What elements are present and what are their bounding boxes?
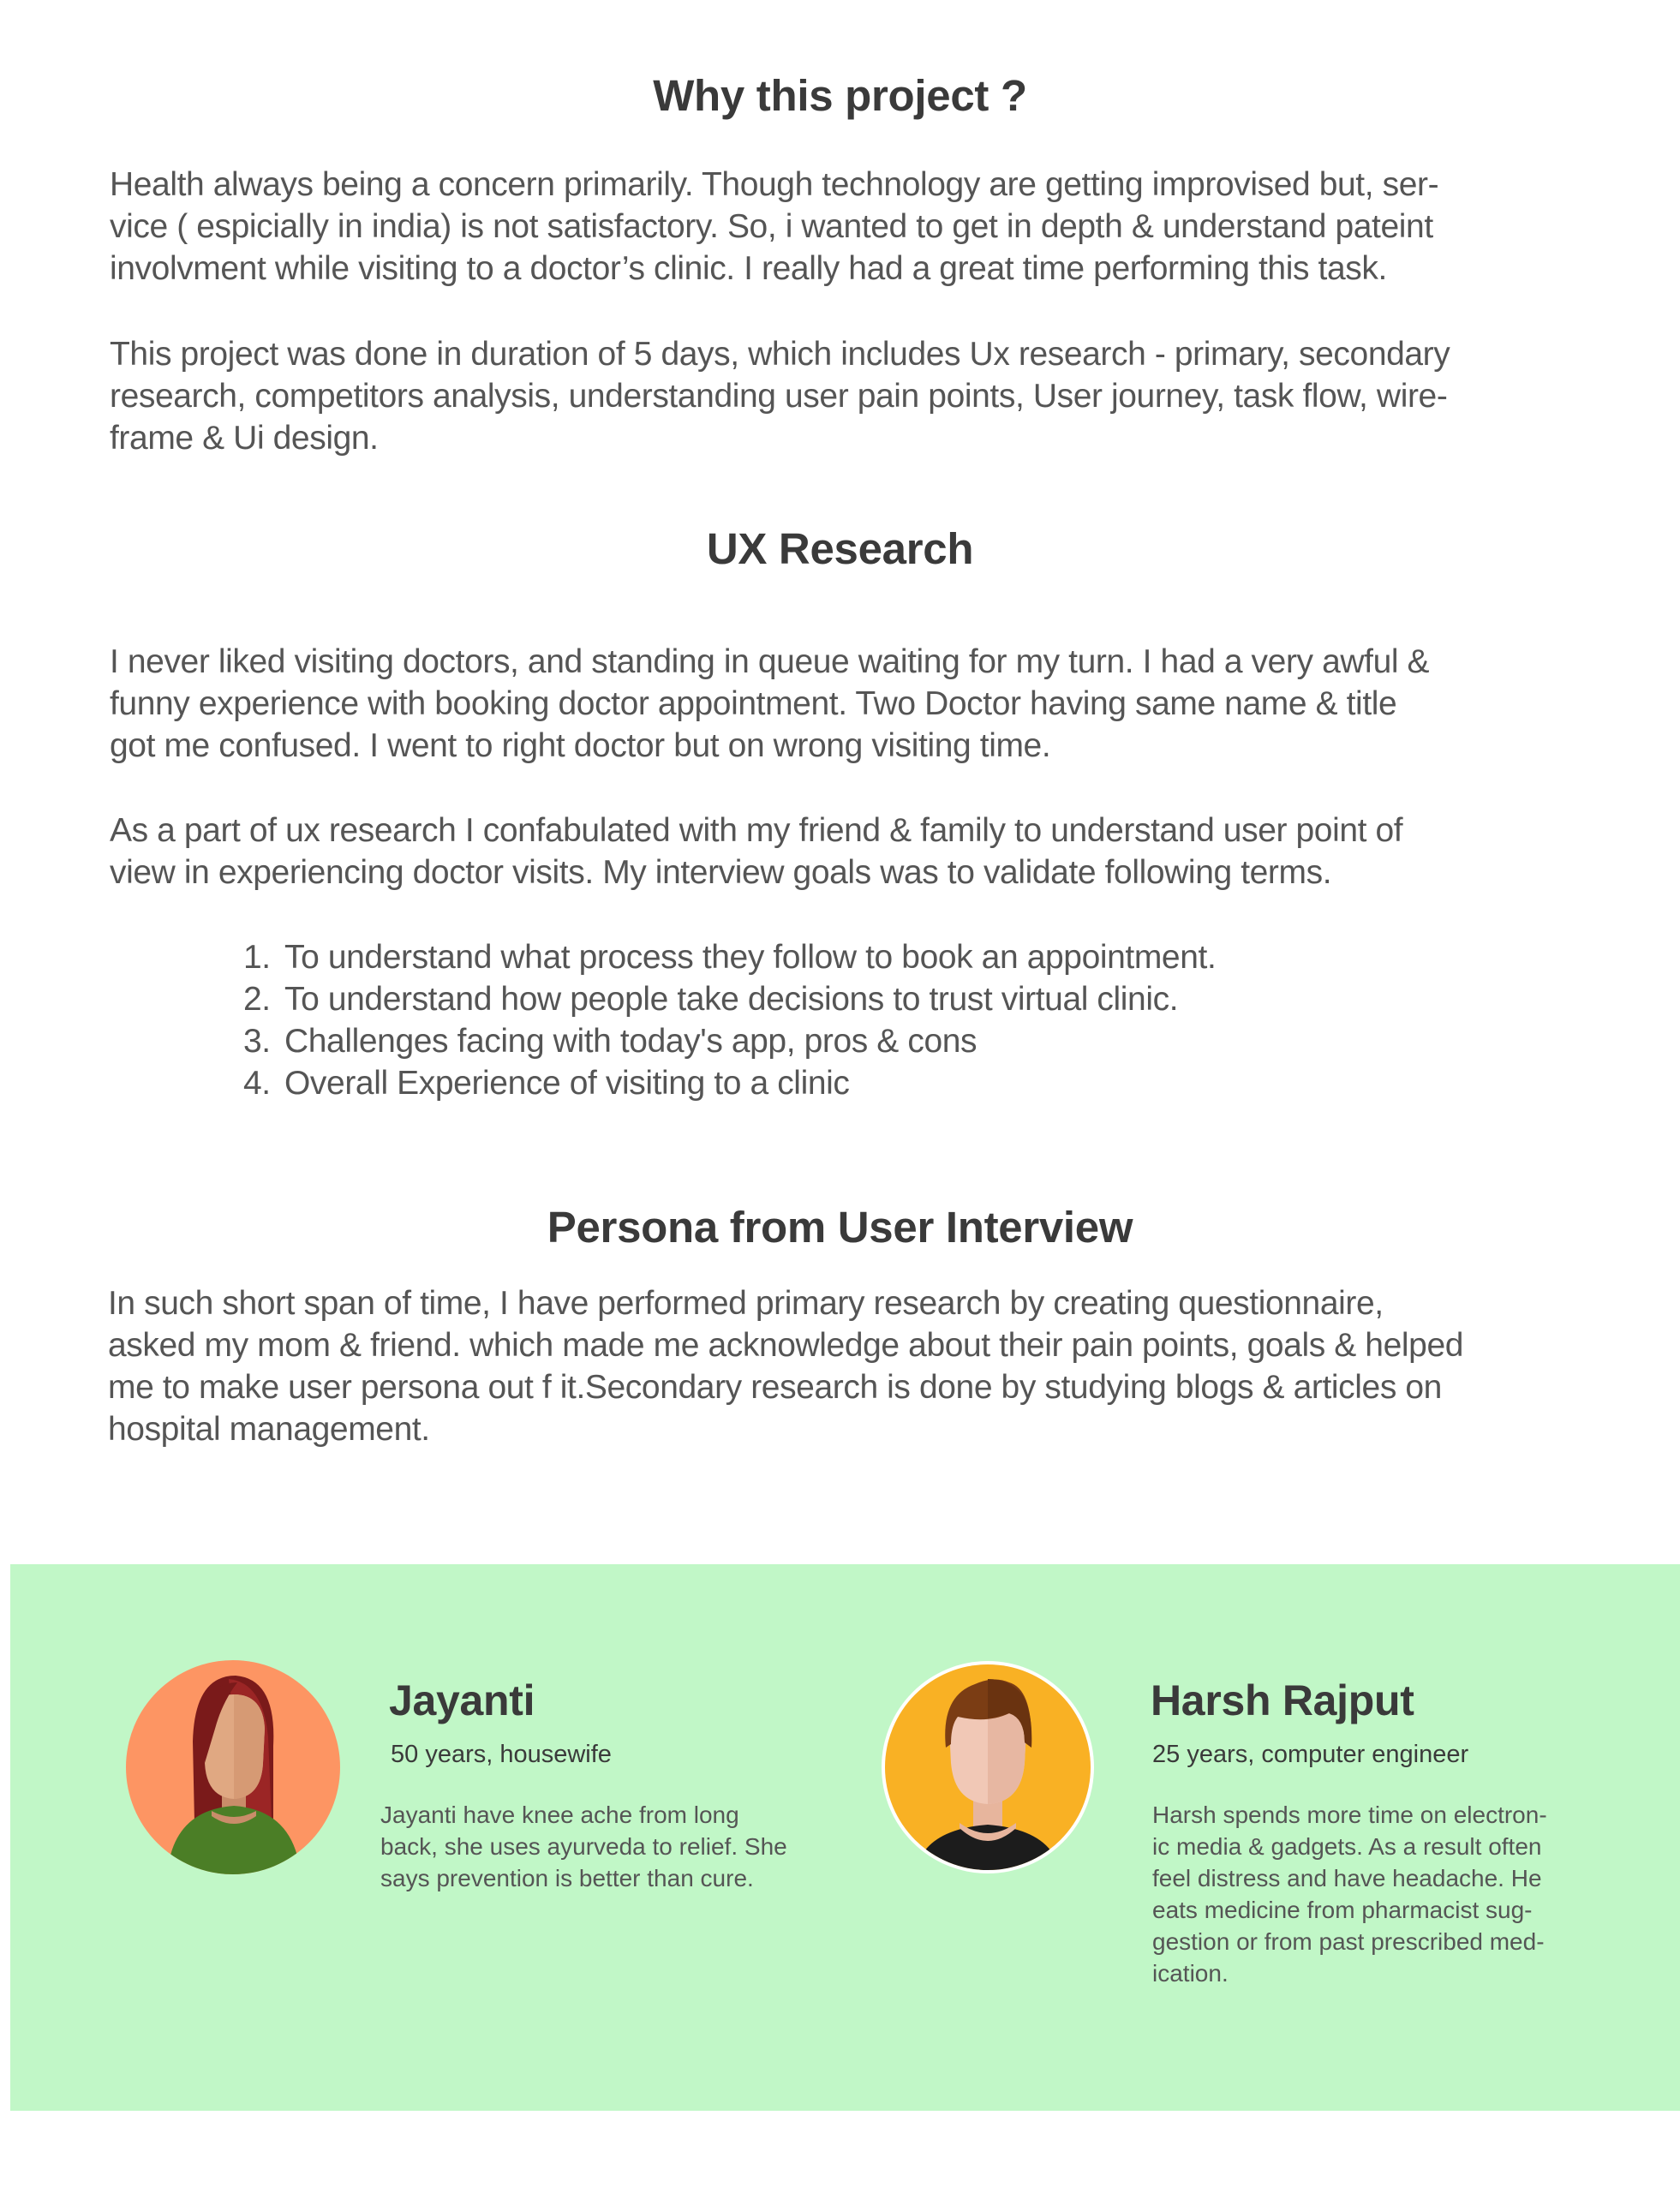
paragraph-line: I never liked visiting doctors, and standing in queue waiting for my turn. I had a very awful & (110, 643, 1430, 680)
list-item (243, 936, 1216, 978)
persona-meta: 50 years, housewife (391, 1741, 612, 1768)
why-this-project-heading: Why this project ? (653, 71, 1027, 120)
ux-paragraph-2 (110, 810, 1402, 893)
persona-cards-band (10, 1564, 1680, 2111)
why-paragraph-1 (110, 164, 1438, 290)
persona-description (380, 1799, 787, 1894)
ux-paragraph-1 (110, 641, 1429, 767)
paragraph-line: This project was done in duration of 5 days, which includes Ux research - primary, secondary (110, 336, 1450, 373)
list-item (243, 1062, 1216, 1104)
paragraph-line: me to make user persona out f it.Secondary research is done by studying blogs & articles on (108, 1369, 1442, 1406)
paragraph-line: involvment while visiting to a doctor’s clinic. I really had a great time performing this task. (110, 250, 1387, 287)
paragraph-line: vice ( espicially in india) is not satisfactory. So, i wanted to get in depth & understand pateint (110, 208, 1433, 245)
description-line: says prevention is better than cure. (380, 1865, 754, 1891)
list-number: 4. (243, 1065, 271, 1102)
list-item (243, 978, 1216, 1020)
man-avatar-icon (881, 1660, 1095, 1874)
description-line: Jayanti have knee ache from long (380, 1802, 739, 1828)
list-text: Challenges facing with today's app, pros & cons (284, 1023, 978, 1060)
ux-research-heading: UX Research (706, 524, 974, 573)
list-number: 1. (243, 939, 271, 976)
description-line: back, she uses ayurveda to relief. She (380, 1833, 787, 1860)
description-line: Harsh spends more time on electron- (1152, 1802, 1547, 1828)
list-number: 2. (243, 981, 271, 1018)
persona-name: Jayanti (389, 1676, 535, 1724)
description-line: ication. (1152, 1960, 1229, 1987)
persona-heading: Persona from User Interview (547, 1203, 1133, 1252)
paragraph-line: hospital management. (108, 1411, 430, 1448)
why-paragraph-2 (110, 333, 1450, 459)
list-text: To understand how people take decisions to trust virtual clinic. (284, 981, 1179, 1018)
paragraph-line: asked my mom & friend. which made me acknowledge about their pain points, goals & helped (108, 1327, 1464, 1364)
paragraph-line: research, competitors analysis, understanding user pain points, User journey, task flow, wire- (110, 378, 1448, 415)
paragraph-line: got me confused. I went to right doctor but on wrong visiting time. (110, 727, 1051, 764)
paragraph-line: Health always being a concern primarily. Though technology are getting improvised but, ser- (110, 166, 1439, 203)
description-line: ic media & gadgets. As a result often (1152, 1833, 1542, 1860)
paragraph-line: frame & Ui design. (110, 420, 379, 457)
paragraph-line: view in experiencing doctor visits. My interview goals was to validate following terms. (110, 854, 1332, 891)
list-text: To understand what process they follow to book an appointment. (284, 939, 1217, 976)
woman-avatar-icon (126, 1660, 340, 1874)
persona-meta: 25 years, computer engineer (1152, 1741, 1469, 1768)
paragraph-line: funny experience with booking doctor appointment. Two Doctor having same name & title (110, 685, 1397, 722)
persona-description (1152, 1799, 1547, 1989)
list-number: 3. (243, 1023, 271, 1060)
paragraph-line: In such short span of time, I have performed primary research by creating questionnaire, (108, 1285, 1384, 1322)
list-item (243, 1020, 1216, 1062)
description-line: feel distress and have headache. He (1152, 1865, 1542, 1891)
persona-paragraph (108, 1282, 1463, 1450)
description-line: gestion or from past prescribed med- (1152, 1928, 1545, 1955)
persona-name: Harsh Rajput (1151, 1676, 1414, 1724)
interview-goals-list (243, 936, 1216, 1104)
list-text: Overall Experience of visiting to a clinic (284, 1065, 850, 1102)
description-line: eats medicine from pharmacist sug- (1152, 1897, 1533, 1923)
paragraph-line: As a part of ux research I confabulated with my friend & family to understand user point of (110, 812, 1403, 849)
